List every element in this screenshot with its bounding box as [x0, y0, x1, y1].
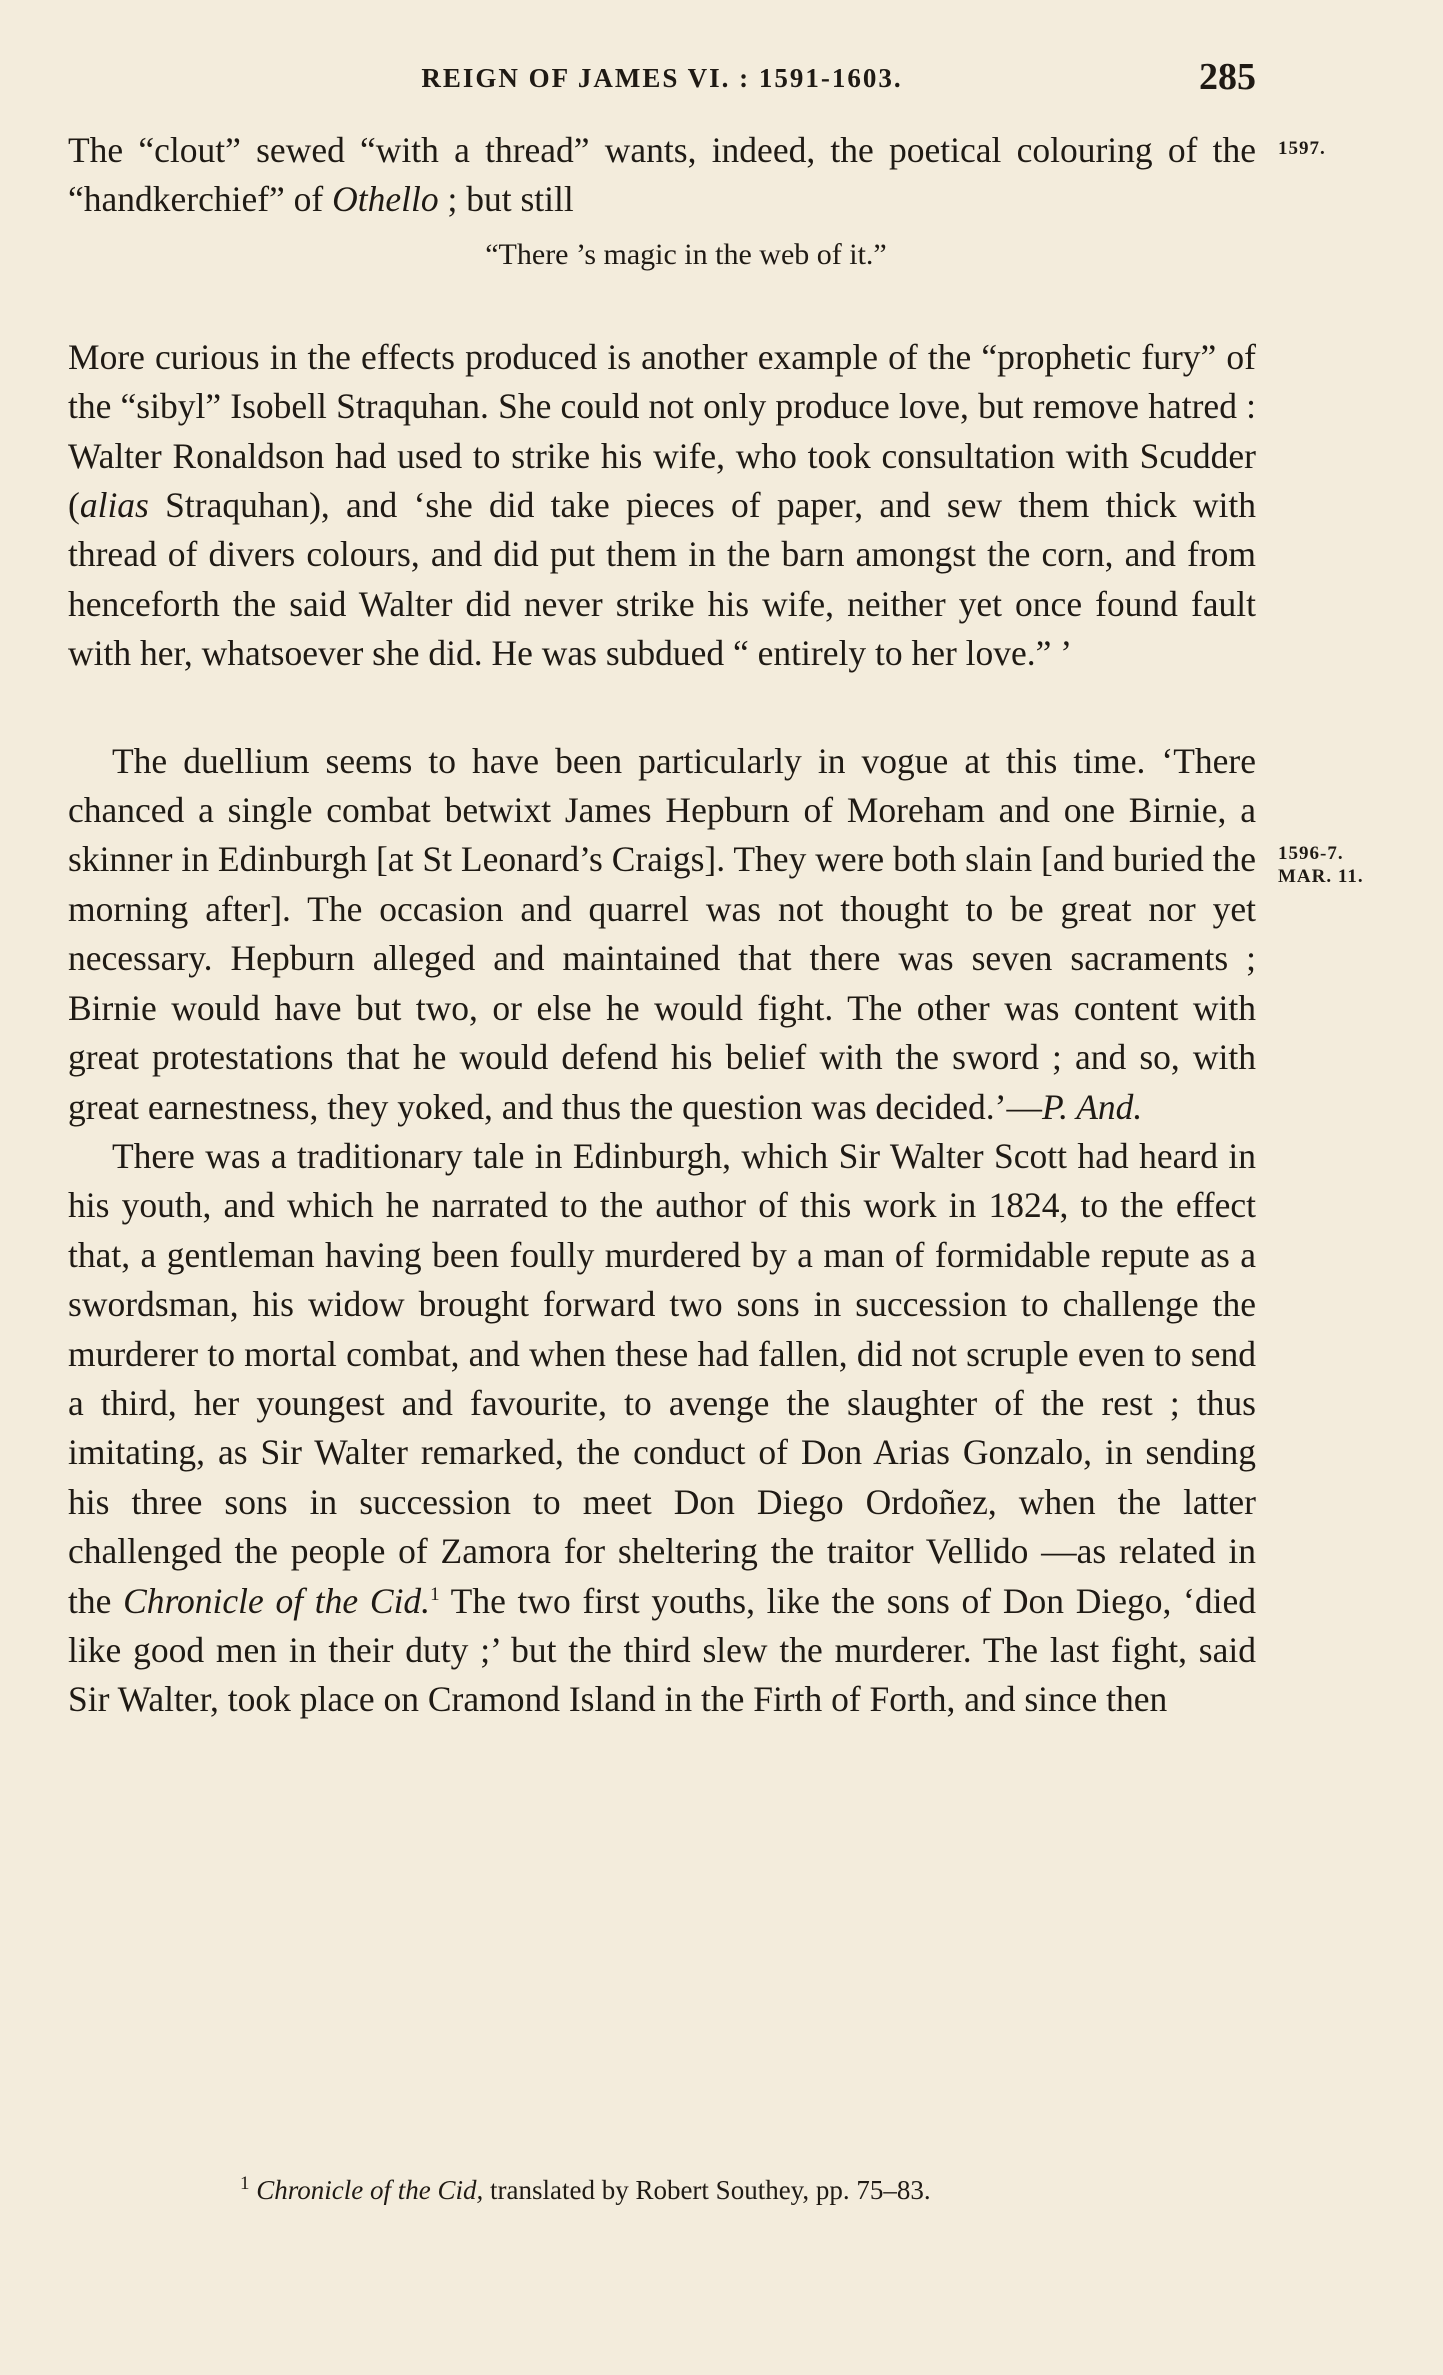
- paragraph-1-text-a: The “clout” sewed “with a thread” wants, indeed, the poetical colouring of the “handkerchief” of: [68, 130, 1256, 220]
- section-gap: [68, 679, 1256, 737]
- paragraph-3-text: The duellium seems to have been particularly in vogue at this time. ‘There chanced a single combat betwixt James Hepburn of Moreham and one Birnie, a skinner in Edinburgh [at St Leonard’s Craigs]. They were both slain [and buried the morning after]. The occasion and quarrel was not thought to be great nor yet necessary. Hepburn alleged and maintained that there was seven sacraments ; Birnie would have but two, or else he would fight. The other was content with great protestations that he would defend his belief with the sword ; and so, with great earnestness, they yoked, and thus the question was decided.’—: [68, 740, 1256, 1127]
- paragraph-1-text-b: ; but still: [438, 179, 574, 220]
- footnote-text: translated by Robert Southey, pp. 75–83.: [483, 2175, 931, 2205]
- paragraph-2: [68, 333, 1256, 679]
- footnote-ref: 1: [430, 1583, 440, 1605]
- paragraph-1-italic: Othello: [332, 179, 439, 220]
- margin-note-year: 1596-7.: [1278, 843, 1344, 864]
- paragraph-4-text-b: The two first youths, like the sons of Don Diego, ‘died like good men in their duty ;’ but the third slew the murderer. The last fight, said Sir Walter, took place on Cramond Island in the Firth of Forth, and since then: [68, 1580, 1256, 1720]
- paragraph-3-italic: P. And.: [1042, 1086, 1143, 1127]
- block-quote: “There ’s magic in the web of it.”: [485, 237, 887, 271]
- paragraph-2-text-b: Straquhan), and ‘she did take pieces of paper, and sew them thick with thread of divers colours, and did put them in the barn amongst the corn, and from henceforth the said Walter did never strike his wife, neither yet once found fault with her, whatsoever she did. He was subdued “ entirely to her love.” ’: [68, 485, 1256, 674]
- paragraph-4-text-a: There was a traditionary tale in Edinburgh, which Sir Walter Scott had heard in his youth, and which he narrated to the author of this work in 1824, to the effect that, a gentleman having been foully murdered by a man of formidable repute as a swordsman, his widow brought forward two sons in succession to challenge the murderer to mortal combat, and when these had fallen, did not scruple even to send a third, her youngest and favourite, to avenge the slaughter of the rest ; thus imitating, as Sir Walter remarked, the conduct of Don Arias Gonzalo, in sending his three sons in succession to meet Don Diego Ordoñez, when the latter challenged the people of Zamora for sheltering the traitor Vellido —as related in the: [68, 1135, 1256, 1621]
- page-number: 285: [1199, 56, 1256, 98]
- footnote-title: Chronicle of the Cid,: [256, 2175, 484, 2205]
- margin-note-date: MAR. 11.: [1278, 866, 1364, 887]
- paragraph-2-italic: alias: [79, 485, 149, 526]
- running-head: [68, 55, 1256, 105]
- body-text: [68, 126, 1256, 1725]
- paragraph-4-italic: Chronicle of the Cid.: [123, 1580, 431, 1621]
- margin-note-1597: 1597.: [1278, 138, 1326, 159]
- paragraph-2-text-a: More curious in the effects produced is another example of the “prophetic fury” of the “sibyl” Isobell Straquhan. She could not only produce love, but remove hatred : Walter Ronaldson had used to strike his wife, who took consultation with Scudder (: [68, 336, 1256, 526]
- footnote-marker: 1: [240, 2173, 250, 2194]
- paragraph-3: [68, 737, 1256, 1132]
- paragraph-4: [68, 1132, 1256, 1725]
- footnote: [240, 2172, 931, 2208]
- paragraph-1: [68, 126, 1256, 225]
- running-title: REIGN OF JAMES VI. : 1591-1603.: [421, 63, 903, 93]
